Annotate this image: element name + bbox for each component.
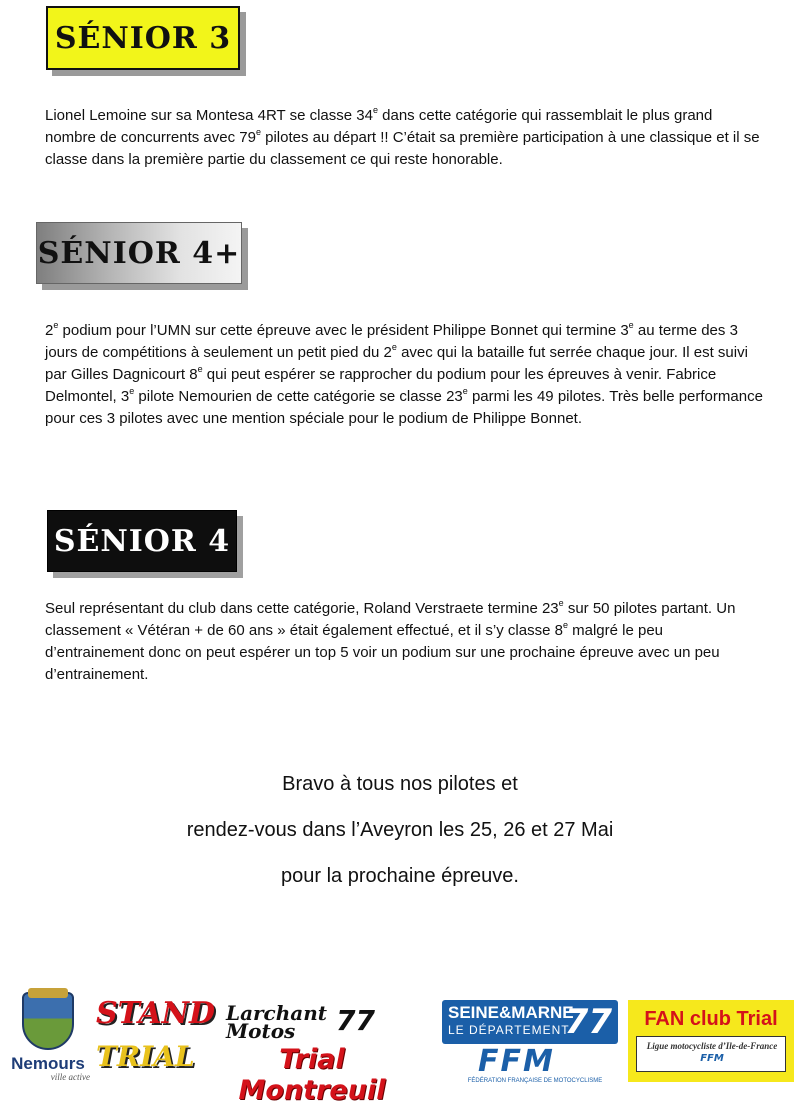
coat-of-arms-icon: [22, 992, 74, 1050]
ordinal-superscript: e: [129, 386, 135, 396]
larchant-number: 77: [336, 1004, 375, 1037]
ordinal-superscript: e: [462, 386, 468, 396]
fan-club-subtitle: Ligue motocycliste d’Ile-de-France: [646, 1041, 778, 1051]
ordinal-superscript: e: [53, 320, 59, 330]
fan-club-box: [636, 1036, 786, 1072]
seine-marne-ffm-logo: [442, 1000, 618, 1086]
larchant-trial-montreuil-logo: [206, 1001, 418, 1106]
paragraph-text: Lionel Lemoine sur sa Montesa 4RT se classe 34: [45, 107, 373, 124]
paragraph-text: qui peut espérer se rapprocher du podium pour les épreuves à venir. Fabrice Delmontel, 3: [45, 366, 717, 405]
paragraph-text: Seul représentant du club dans cette catégorie, Roland Verstraete termine 23: [45, 600, 559, 617]
section-title-senior-3: SÉNIOR 3: [46, 6, 240, 70]
stand-text: STAND: [96, 996, 216, 1031]
paragraph-text: au terme des 3 jours de compétitions à seulement un petit pied du 2: [45, 322, 738, 361]
ordinal-superscript: e: [255, 127, 261, 137]
section-title-senior-4: SÉNIOR 4: [47, 510, 237, 572]
paragraph-senior-4-plus: [45, 320, 765, 430]
paragraph-text: sur 50 pilotes partant. Un classement « Vétéran + de 60 ans » était également effectué, et il s’y classe 8: [45, 600, 736, 639]
closing-line-1: Bravo à tous nos pilotes et: [282, 773, 518, 795]
ordinal-superscript: e: [391, 342, 397, 352]
fan-club-title: FAN club Trial: [644, 1008, 778, 1030]
paragraph-text: pilotes au départ !! C’était sa première participation à une classique et il se classe dans la première partie du classement ce qui reste honorable.: [45, 129, 760, 168]
ffm-subtitle: FÉDÉRATION FRANÇAISE DE MOTOCYCLISME: [467, 1078, 603, 1084]
paragraph-text: pilote Nemourien de cette catégorie se classe 23: [134, 388, 463, 405]
paragraph-senior-4: [45, 598, 765, 686]
nemours-logo: [6, 988, 90, 1082]
ordinal-superscript: e: [562, 620, 568, 630]
paragraph-text: parmi les 49 pilotes. Très belle performance pour ces 3 pilotes avec une mention spéciale pour le podium de Philippe Bonnet.: [45, 388, 763, 427]
ordinal-superscript: e: [372, 105, 378, 115]
fan-club-trial-logo: [628, 1000, 794, 1082]
paragraph-senior-3: [45, 105, 765, 171]
ffm-text: FFM: [478, 1044, 555, 1079]
nemours-tagline: ville active: [50, 1072, 90, 1082]
paragraph-text: dans cette catégorie qui rassemblait le plus grand nombre de concurrents avec 79: [45, 107, 713, 146]
seine-marne-number: 77: [564, 1002, 612, 1042]
seine-marne-banner: [442, 1000, 618, 1044]
paragraph-text: podium pour l’UMN sur cette épreuve avec le président Philippe Bonnet qui termine 3: [58, 322, 629, 339]
trial-text: TRIAL: [96, 1040, 195, 1073]
ffm-mark-icon: FFM: [700, 1053, 724, 1064]
ordinal-superscript: e: [558, 598, 564, 608]
seine-marne-subtitle: LE DÉPARTEMENT: [448, 1023, 570, 1037]
ordinal-superscript: e: [197, 364, 203, 374]
paragraph-text: 2: [45, 322, 54, 339]
crown-icon: [28, 988, 68, 998]
larchant-script: Larchant Motos: [226, 1001, 328, 1043]
seine-marne-title: SEINE&MARNE: [448, 1003, 574, 1022]
closing-line-2: rendez-vous dans l’Aveyron les 25, 26 et 27 Mai: [186, 819, 614, 841]
nemours-name: Nemours: [11, 1054, 85, 1073]
ordinal-superscript: e: [628, 320, 634, 330]
closing-line-3: pour la prochaine épreuve.: [281, 865, 519, 887]
stand-trial-logo: [96, 996, 216, 1080]
paragraph-text: malgré le peu d’entrainement donc on peut espérer un top 5 voir un podium sur une prochaine épreuve avec un peu d’entrainement.: [45, 622, 720, 683]
section-title-senior-4-plus: SÉNIOR 4+: [36, 222, 242, 284]
paragraph-text: avec qui la bataille fut serrée chaque jour. Il est suivi par Gilles Dagnicourt 8: [45, 344, 748, 383]
trial-montreuil-text: Trial Montreuil: [238, 1044, 386, 1106]
